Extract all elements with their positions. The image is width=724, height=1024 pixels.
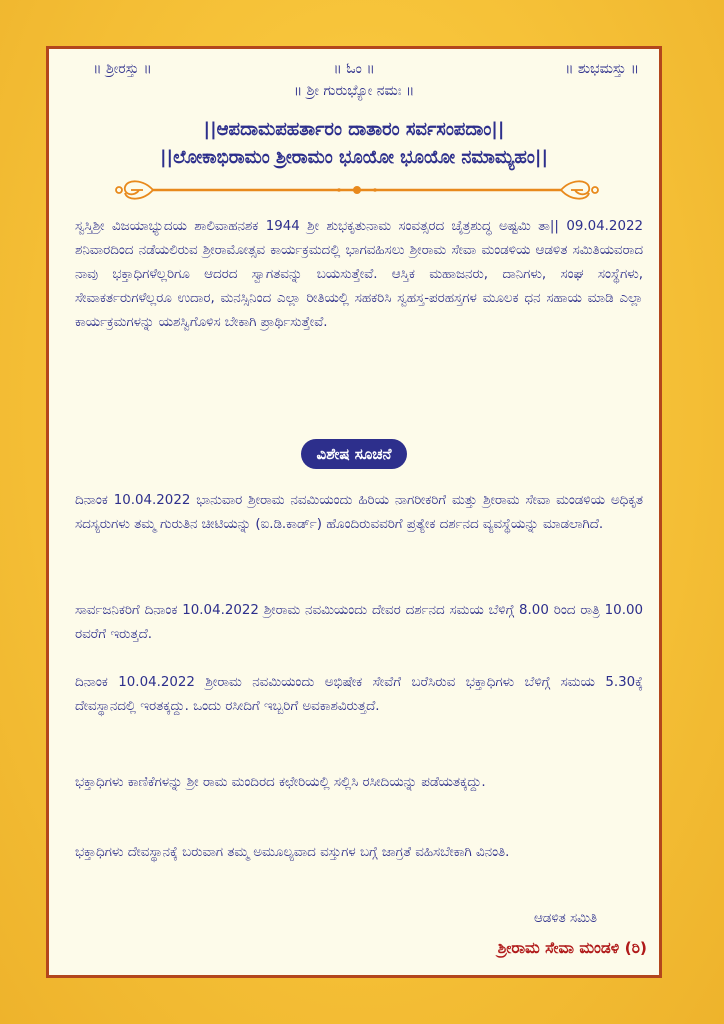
signature-organization: ಶ್ರೀರಾಮ ಸೇವಾ ಮಂಡಳಿ (ರಿ) bbox=[497, 939, 647, 957]
notice-item: ಭಕ್ತಾಧಿಗಳು ದೇವಸ್ಥಾನಕ್ಕೆ ಬರುವಾಗ ತಮ್ಮ ಅಮೂಲ್ಯವಾದ ವಸ್ತುಗಳ ಬಗ್ಗೆ ಜಾಗ್ರತೆ ವಹಿಸಬೇಕಾಗಿ ವಿನಂತಿ. bbox=[75, 845, 510, 860]
shloka-line-1: ||ಆಪದಾಮಪಹರ್ತಾರಂ ದಾತಾರಂ ಸರ್ವಸಂಪದಾಂ|| bbox=[203, 119, 505, 140]
header-row bbox=[49, 61, 659, 85]
notice-item: ಭಕ್ತಾಧಿಗಳು ಕಾಣಿಕೆಗಳನ್ನು ಶ್ರೀ ರಾಮ ಮಂದಿರದ ಕಛೇರಿಯಲ್ಲಿ ಸಲ್ಲಿಸಿ ರಸೀದಿಯನ್ನು ಪಡೆಯತಕ್ಕದ್ದು. bbox=[75, 775, 486, 790]
notice-header bbox=[49, 439, 659, 469]
intro-paragraph: ಸ್ವಸ್ತಿಶ್ರೀ ವಿಜಯಾಭ್ಯುದಯ ಶಾಲಿವಾಹನಶಕ 1944 ಶ್ರೀ ಶುಭಕೃತುನಾಮ ಸಂವತ್ಸರದ ಚೈತ್ರಶುದ್ಧ ಅಷ್ಟಮಿ ತಾ|| 09.04.2022 ಶನಿವಾರದಿಂದ ನಡೆಯಲಿರುವ ಶ್ರೀರಾಮೋತ್ಸವ ಕಾರ್ಯಕ್ರಮದಲ್ಲಿ ಭಾಗವಹಿಸಲು ಶ್ರೀರಾಮ ಸೇವಾ ಮಂಡಳಿಯ ಆಡಳಿತ ಸಮಿತಿಯವರಾದ ನಾವು ಭಕ್ತಾಧಿಗಳೆಲ್ಲರಿಗೂ ಆದರದ ಸ್ವಾಗತವನ್ನು ಬಯಸುತ್ತೇವೆ. ಆಸ್ತಿಕ ಮಹಾಜನರು, ದಾನಿಗಳು, ಸಂಘ ಸಂಸ್ಥೆಗಳು, ಸೇವಾಕರ್ತರುಗಳೆಲ್ಲರೂ ಉದಾರ, ಮನಸ್ಸಿನಿಂದ ಎಲ್ಲಾ ರೀತಿಯಲ್ಲಿ ಸಹಕರಿಸಿ ಸ್ವಹಸ್ತ-ಪರಹಸ್ತಗಳ ಮೂಲಕ ಧನ ಸಹಾಯ ಮಾಡಿ ಎಲ್ಲಾ ಕಾರ್ಯಕ್ರಮಗಳನ್ನು ಯಶಸ್ವಿಗೊಳಿಸ ಬೇಕಾಗಿ ಪ್ರಾರ್ಥಿಸುತ್ತೇವೆ. bbox=[75, 219, 643, 330]
notice-item: ಸಾರ್ವಜನಿಕರಿಗೆ ದಿನಾಂಕ 10.04.2022 ಶ್ರೀರಾಮ ನವಮಿಯಂದು ದೇವರ ದರ್ಶನದ ಸಮಯ ಬೆಳಿಗ್ಗೆ 8.00 ರಿಂದ ರಾತ್ರಿ 10.00 ರವರೆಗೆ ಇರುತ್ತದೆ. bbox=[75, 603, 643, 642]
invitation-card bbox=[46, 46, 662, 978]
special-notice-badge: ವಿಶೇಷ ಸೂಚನೆ bbox=[301, 439, 408, 469]
signature-committee: ಆಡಳಿತ ಸಮಿತಿ bbox=[533, 911, 597, 926]
guru-salutation: ॥ ಶ್ರೀ ಗುರುಭ್ಯೋ ನಮಃ ॥ bbox=[293, 83, 415, 99]
header-right: ॥ ಶುಭಮಸ್ತು ॥ bbox=[564, 61, 639, 77]
ornamental-divider-icon bbox=[113, 173, 601, 207]
header-center: ॥ ಓಂ ॥ bbox=[333, 61, 375, 77]
notice-item: ದಿನಾಂಕ 10.04.2022 ಶ್ರೀರಾಮ ನವಮಿಯಂದು ಅಭಿಷೇಕ ಸೇವೆಗೆ ಬರೆಸಿರುವ ಭಕ್ತಾಧಿಗಳು ಬೆಳಿಗ್ಗೆ ಸಮಯ 5.30ಕ್ಕೆ ದೇವಸ್ಥಾನದಲ್ಲಿ ಇರತಕ್ಕದ್ದು. ಒಂದು ರಸೀದಿಗೆ ಇಬ್ಬರಿಗೆ ಅವಕಾಶವಿರುತ್ತದೆ. bbox=[75, 675, 643, 714]
header-left: ॥ ಶ್ರೀರಸ್ತು ॥ bbox=[93, 61, 152, 77]
shloka-line-2: ||ಲೋಕಾಭಿರಾಮಂ ಶ್ರೀರಾಮಂ ಭೂಯೋ ಭೂಯೋ ನಮಾಮ್ಯಹಂ|| bbox=[159, 147, 549, 168]
notice-item: ದಿನಾಂಕ 10.04.2022 ಭಾನುವಾರ ಶ್ರೀರಾಮ ನವಮಿಯಂದು ಹಿರಿಯ ನಾಗರೀಕರಿಗೆ ಮತ್ತು ಶ್ರೀರಾಮ ಸೇವಾ ಮಂಡಳಿಯ ಅಧಿಕೃತ ಸದಸ್ಯರುಗಳು ತಮ್ಮ ಗುರುತಿನ ಚೀಟಿಯನ್ನು (ಐ.ಡಿ.ಕಾರ್ಡ್) ಹೊಂದಿರುವವರಿಗೆ ಪ್ರತ್ಯೇಕ ದರ್ಶನದ ವ್ಯವಸ್ಥೆಯನ್ನು ಮಾಡಲಾಗಿದೆ. bbox=[75, 493, 643, 532]
